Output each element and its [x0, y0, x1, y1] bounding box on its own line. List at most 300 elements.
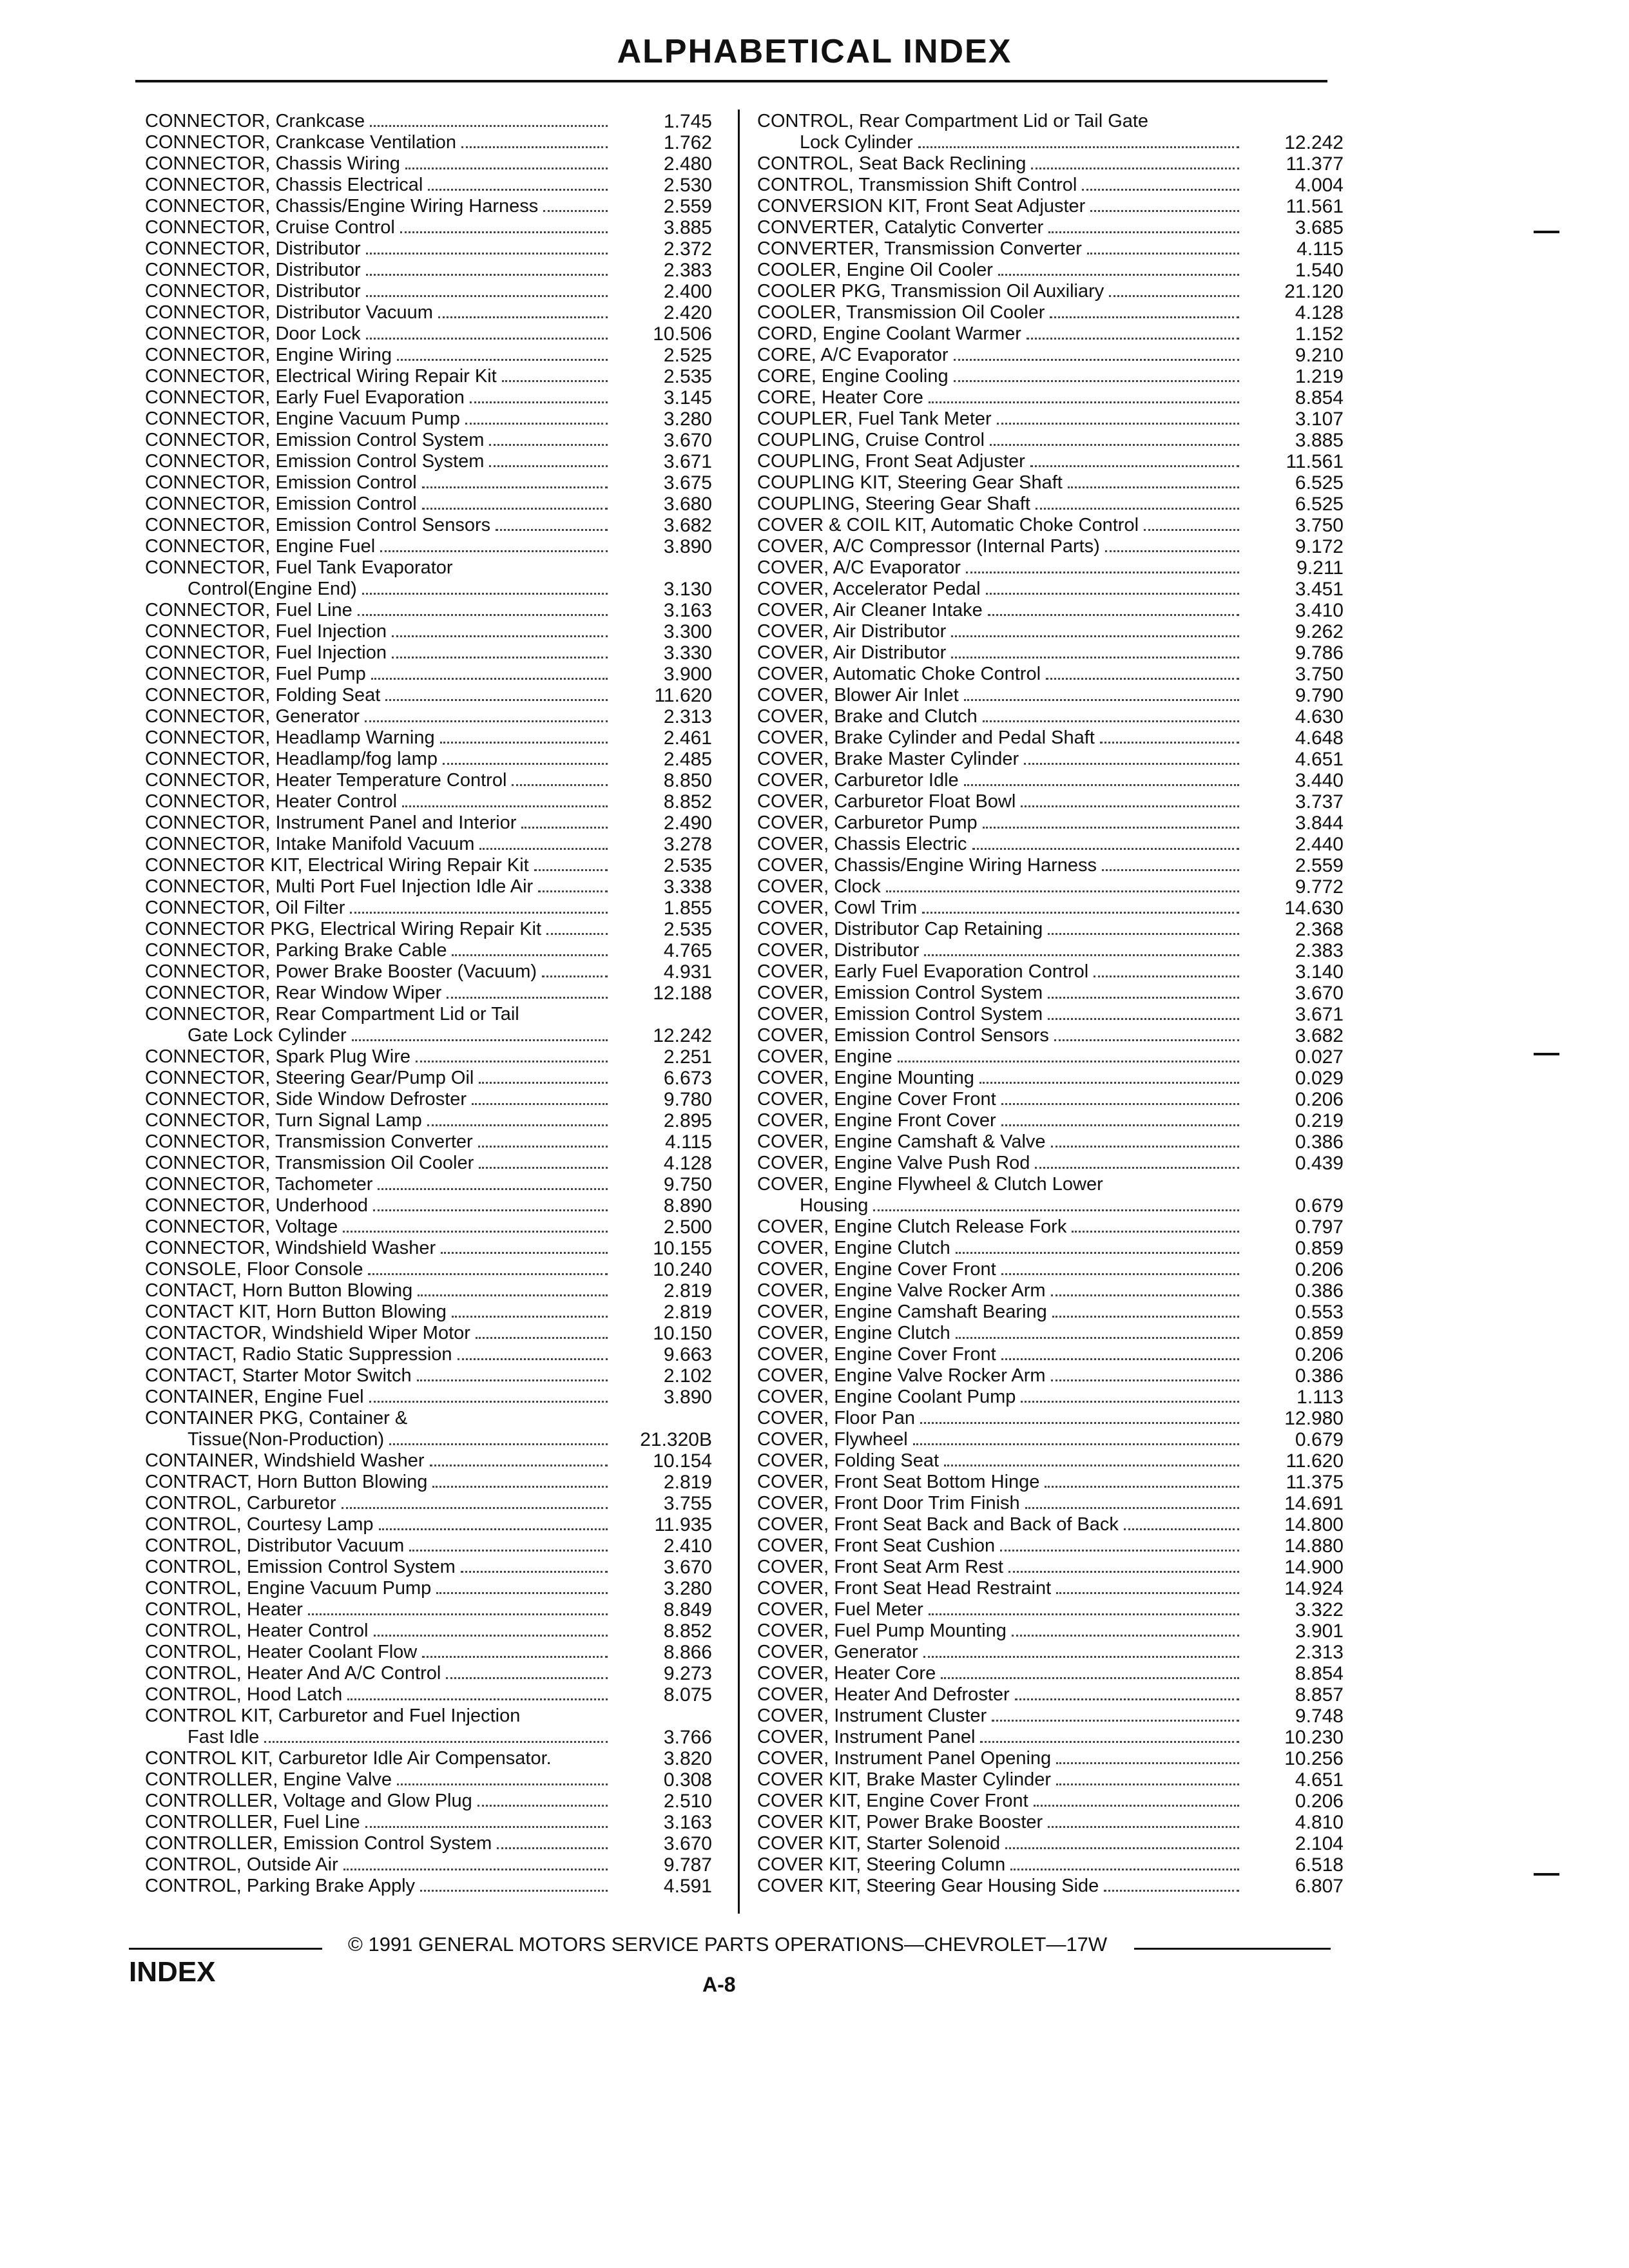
entry-page-number: 3.670: [663, 1557, 712, 1578]
index-entry: [145, 898, 712, 919]
entry-page-number: 1.219: [1295, 366, 1344, 387]
entry-name: CONTROL, Heater Control: [145, 1620, 369, 1641]
entry-page-number: 2.313: [663, 706, 712, 727]
entry-name: CONNECTOR, Fuel Pump: [145, 664, 366, 684]
index-entry: [757, 1365, 1344, 1387]
dot-leader: [366, 253, 608, 255]
entry-name: CONNECTOR, Distributor: [145, 281, 361, 302]
index-entry: [757, 706, 1344, 727]
index-entry: [145, 1046, 712, 1068]
entry-page-number: 0.797: [1295, 1216, 1344, 1238]
entry-name: COVER, Cowl Trim: [757, 898, 918, 918]
dot-leader: [497, 1847, 608, 1849]
entry-page-number: 4.004: [1295, 175, 1344, 196]
entry-name: CONNECTOR, Early Fuel Evaporation: [145, 387, 465, 408]
dot-leader: [389, 1443, 608, 1445]
dot-leader: [264, 1741, 608, 1743]
entry-name: COVER, Brake and Clutch: [757, 706, 978, 727]
page-title: ALPHABETICAL INDEX: [617, 33, 1012, 70]
dot-leader: [422, 1656, 608, 1658]
entry-name: CONNECTOR, Voltage: [145, 1216, 338, 1237]
entry-page-number: 11.935: [654, 1514, 712, 1535]
dot-leader: [1045, 1486, 1239, 1488]
index-entry: [145, 494, 712, 515]
entry-name: COVER, Flywheel: [757, 1429, 908, 1450]
dot-leader: [1008, 1571, 1239, 1573]
dot-leader: [1102, 869, 1239, 871]
index-entry: [757, 812, 1344, 834]
index-entry: [145, 1068, 712, 1089]
entry-name: CONTROL, Distributor Vacuum: [145, 1535, 405, 1556]
entry-page-number: 2.420: [663, 302, 712, 323]
entry-page-number: 6.525: [1295, 494, 1344, 515]
entry-page-number: 3.890: [663, 1387, 712, 1408]
entry-page-number: 3.278: [663, 834, 712, 855]
index-entry: [145, 642, 712, 664]
index-entry: [757, 749, 1344, 770]
dot-leader: [447, 997, 608, 999]
entry-page-number: 3.682: [1295, 1025, 1344, 1046]
dot-leader: [479, 1167, 608, 1169]
index-entry: [145, 1791, 712, 1812]
entry-page-number: 8.857: [1295, 1684, 1344, 1706]
entry-name: COUPLING, Steering Gear Shaft: [757, 494, 1030, 514]
entry-name: CONNECTOR, Fuel Line: [145, 600, 352, 620]
entry-name: COVER, Chassis Electric: [757, 834, 967, 854]
entry-page-number: 3.670: [663, 1833, 712, 1854]
entry-name: COVER, Front Seat Head Restraint: [757, 1578, 1052, 1599]
entry-name: COVER KIT, Steering Column: [757, 1854, 1006, 1875]
entry-page-number: 3.766: [663, 1727, 712, 1748]
index-entry: [145, 1599, 712, 1620]
entry-page-number: 8.854: [1295, 1663, 1344, 1684]
entry-page-number: 12.188: [653, 983, 712, 1004]
entry-page-number: 10.230: [1284, 1727, 1344, 1748]
entry-name: CONNECTOR, Rear Window Wiper: [145, 983, 442, 1003]
entry-name: COVER, Instrument Cluster: [757, 1706, 987, 1726]
dot-leader: [458, 1358, 608, 1360]
index-entry: [145, 983, 712, 1004]
entry-page-number: 0.859: [1295, 1323, 1344, 1344]
dot-leader: [1056, 1762, 1239, 1764]
dot-leader: [1012, 1635, 1239, 1637]
index-entry: [757, 451, 1344, 472]
entry-name: CONNECTOR, Transmission Oil Cooler: [145, 1153, 474, 1173]
entry-page-number: 2.368: [1295, 919, 1344, 940]
dot-leader: [1030, 465, 1239, 467]
page-number: A-8: [702, 1973, 736, 1996]
entry-page-number: 4.931: [663, 961, 712, 983]
dot-leader: [1001, 1273, 1239, 1275]
dot-leader: [1048, 933, 1239, 935]
entry-name: CORD, Engine Coolant Warmer: [757, 323, 1021, 344]
dot-leader: [964, 699, 1239, 701]
entry-name: CONTROL, Engine Vacuum Pump: [145, 1578, 432, 1599]
index-entry: [757, 1493, 1344, 1514]
entry-name: COVER, Chassis/Engine Wiring Harness: [757, 855, 1097, 876]
dot-leader: [1001, 1124, 1239, 1126]
entry-name: CONNECTOR, Chassis Electrical: [145, 175, 423, 195]
entry-page-number: 9.273: [663, 1663, 712, 1684]
dot-leader: [922, 912, 1239, 914]
entry-name: CONNECTOR, Distributor: [145, 260, 361, 280]
entry-name: COVER, Blower Air Inlet: [757, 685, 959, 706]
entry-page-number: 3.820: [663, 1748, 712, 1769]
index-entry: [757, 472, 1344, 494]
dot-leader: [1001, 1358, 1239, 1360]
index-entry: [757, 281, 1344, 302]
margin-mark: [1534, 1053, 1559, 1055]
entry-page-number: 3.885: [1295, 430, 1344, 451]
index-entry: [757, 727, 1344, 749]
entry-name: CONNECTOR, Emission Control System: [145, 451, 485, 472]
entry-name: COVER, A/C Evaporator: [757, 557, 961, 578]
entry-page-number: 2.400: [663, 281, 712, 302]
entry-name: COVER, Engine Clutch: [757, 1323, 950, 1343]
entry-name: COVER, Front Door Trim Finish: [757, 1493, 1020, 1514]
entry-page-number: 9.790: [1295, 685, 1344, 706]
index-entry: [757, 260, 1344, 281]
index-entry: [757, 1748, 1344, 1769]
index-entry: [757, 621, 1344, 642]
index-entry: [145, 323, 712, 345]
entry-name: CONTROL, Rear Compartment Lid or Tail Gate: [757, 111, 1149, 131]
index-entry: [757, 876, 1344, 898]
index-entry: [145, 834, 712, 855]
dot-leader: [385, 699, 608, 701]
dot-leader: [358, 614, 608, 616]
dot-leader: [369, 1401, 608, 1403]
dot-leader: [342, 1507, 608, 1509]
entry-page-number: 3.107: [1295, 408, 1344, 430]
index-entry: [757, 1599, 1344, 1620]
index-entry: [145, 1812, 712, 1833]
entry-page-number: 11.561: [1286, 451, 1344, 472]
margin-mark: [1534, 231, 1559, 233]
entry-name: CONNECTOR, Crankcase Ventilation: [145, 132, 456, 153]
index-entry: [757, 1174, 1344, 1195]
index-entry: [757, 983, 1344, 1004]
dot-leader: [951, 657, 1239, 658]
entry-page-number: 2.530: [663, 175, 712, 196]
dot-leader: [470, 401, 608, 403]
index-entry: [757, 323, 1344, 345]
entry-name: CONNECTOR, Generator: [145, 706, 360, 727]
dot-leader: [1056, 1783, 1239, 1785]
index-entry: [145, 1408, 712, 1429]
index-entry: [145, 1642, 712, 1663]
dot-leader: [461, 1571, 608, 1573]
entry-name: COVER KIT, Starter Solenoid: [757, 1833, 1001, 1854]
entry-page-number: 11.620: [1286, 1450, 1344, 1472]
entry-name: CONNECTOR, Emission Control: [145, 494, 417, 514]
entry-page-number: 8.890: [663, 1195, 712, 1216]
entry-name: CONNECTOR PKG, Electrical Wiring Repair Kit: [145, 919, 542, 939]
dot-leader: [1021, 805, 1239, 807]
entry-name: CONTROL, Hood Latch: [145, 1684, 343, 1705]
entry-name: CONNECTOR, Emission Control System: [145, 430, 485, 450]
entry-name: COVER, Folding Seat: [757, 1450, 940, 1471]
entry-page-number: 3.671: [663, 451, 712, 472]
entry-name: CORE, Heater Core: [757, 387, 923, 408]
dot-leader: [886, 890, 1239, 892]
dot-leader: [476, 1337, 608, 1339]
dot-leader: [308, 1613, 608, 1615]
dot-leader: [873, 1209, 1239, 1211]
index-entry: [757, 387, 1344, 408]
dot-leader: [1144, 529, 1239, 531]
entry-name: CONNECTOR, Heater Temperature Control: [145, 770, 507, 791]
left-index-column: [145, 111, 712, 1897]
entry-page-number: 9.211: [1296, 557, 1344, 579]
entry-page-number: 0.386: [1295, 1365, 1344, 1387]
footer-rule: [129, 1948, 322, 1950]
dot-leader: [924, 954, 1239, 956]
dot-leader: [366, 295, 608, 297]
entry-name: CONTROL, Seat Back Reclining: [757, 153, 1027, 174]
entry-name: COOLER, Engine Oil Cooler: [757, 260, 993, 280]
entry-name: COVER, Heater Core: [757, 1663, 936, 1684]
entry-name: CONTROL KIT, Carburetor and Fuel Injection: [145, 1706, 521, 1726]
index-entry: [757, 1408, 1344, 1429]
index-entry: [757, 1004, 1344, 1025]
dot-leader: [380, 550, 608, 552]
index-entry: [145, 1302, 712, 1323]
dot-leader: [347, 1698, 608, 1700]
dot-leader: [428, 189, 608, 191]
index-entry: [757, 1302, 1344, 1323]
index-entry: [757, 600, 1344, 621]
index-entry: [757, 791, 1344, 812]
dot-leader: [1087, 253, 1239, 255]
index-entry: [145, 1344, 712, 1365]
entry-page-number: 3.737: [1295, 791, 1344, 812]
entry-name: COOLER, Transmission Oil Cooler: [757, 302, 1045, 323]
entry-page-number: 9.262: [1295, 621, 1344, 642]
dot-leader: [368, 1273, 608, 1275]
index-entry: [145, 238, 712, 260]
entry-name: CONNECTOR, Emission Control Sensors: [145, 515, 491, 535]
dot-leader: [446, 1677, 608, 1679]
index-entry: [757, 238, 1344, 260]
entry-name: Fast Idle: [188, 1727, 260, 1747]
entry-page-number: 10.150: [653, 1323, 712, 1344]
entry-name: COVER, Brake Cylinder and Pedal Shaft: [757, 727, 1095, 748]
entry-page-number: 4.648: [1295, 727, 1344, 749]
dot-leader: [1000, 1550, 1239, 1552]
dot-leader: [951, 635, 1239, 637]
index-entry: [757, 1450, 1344, 1472]
index-entry: [757, 1344, 1344, 1365]
entry-page-number: 0.553: [1295, 1302, 1344, 1323]
entry-name: COVER, Automatic Choke Control: [757, 664, 1041, 684]
entry-page-number: 10.506: [653, 323, 712, 345]
right-index-column: [757, 111, 1344, 1897]
index-entry: [145, 1429, 712, 1450]
index-entry: [145, 345, 712, 366]
entry-page-number: 0.859: [1295, 1238, 1344, 1259]
index-entry: [757, 1323, 1344, 1344]
dot-leader: [954, 380, 1239, 382]
entry-name: COVER, Emission Control System: [757, 983, 1043, 1003]
entry-name: CONNECTOR, Intake Manifold Vacuum: [145, 834, 475, 854]
entry-page-number: 14.880: [1284, 1535, 1344, 1557]
index-entry: [145, 1131, 712, 1153]
entry-name: CONNECTOR, Turn Signal Lamp: [145, 1110, 422, 1131]
dot-leader: [954, 359, 1239, 361]
index-entry: [145, 727, 712, 749]
entry-name: CONTACT, Radio Static Suppression: [145, 1344, 452, 1365]
entry-page-number: 3.330: [663, 642, 712, 664]
index-entry: [757, 770, 1344, 791]
entry-name: COVER, Floor Pan: [757, 1408, 915, 1428]
dot-leader: [1052, 1316, 1239, 1318]
entry-name: CONNECTOR, Spark Plug Wire: [145, 1046, 410, 1067]
index-entry: [145, 791, 712, 812]
entry-name: CONTROLLER, Voltage and Glow Plug: [145, 1791, 472, 1811]
entry-page-number: 4.115: [665, 1131, 712, 1153]
index-entry: [145, 1280, 712, 1302]
entry-name: CONNECTOR, Fuel Injection: [145, 621, 387, 642]
index-entry: [757, 132, 1344, 153]
entry-page-number: 4.651: [1295, 1769, 1344, 1791]
entry-name: CONVERTER, Transmission Converter: [757, 238, 1082, 259]
dot-leader: [980, 1741, 1239, 1743]
index-entry: [757, 1642, 1344, 1663]
entry-page-number: 3.755: [663, 1493, 712, 1514]
entry-name: COVER, Heater And Defroster: [757, 1684, 1010, 1705]
entry-page-number: 2.383: [1295, 940, 1344, 961]
index-entry: [757, 1153, 1344, 1174]
entry-page-number: 9.750: [663, 1174, 712, 1195]
dot-leader: [1051, 1146, 1239, 1148]
entry-page-number: 11.620: [654, 685, 712, 706]
entry-name: CONTROL KIT, Carburetor Idle Air Compensator.: [145, 1748, 552, 1769]
entry-page-number: 1.855: [663, 898, 712, 919]
index-entry: [757, 579, 1344, 600]
index-entry: [145, 1748, 712, 1769]
index-entry: [757, 1216, 1344, 1238]
entry-page-number: 0.206: [1295, 1344, 1344, 1365]
entry-name: CONNECTOR, Headlamp Warning: [145, 727, 435, 748]
entry-page-number: 0.029: [1295, 1068, 1344, 1089]
entry-name: CONNECTOR, Chassis Wiring: [145, 153, 400, 174]
entry-page-number: 9.172: [1295, 536, 1344, 557]
entry-page-number: 0.679: [1295, 1195, 1344, 1216]
index-entry: [757, 664, 1344, 685]
index-entry: [145, 1450, 712, 1472]
dot-leader: [972, 848, 1239, 850]
index-entry: [757, 1876, 1344, 1897]
entry-page-number: 3.163: [663, 1812, 712, 1833]
dot-leader: [997, 423, 1239, 425]
entry-page-number: 2.819: [663, 1302, 712, 1323]
index-entry: [757, 1472, 1344, 1493]
entry-page-number: 0.206: [1295, 1259, 1344, 1280]
index-entry: [145, 1727, 712, 1748]
entry-name: CONVERSION KIT, Front Seat Adjuster: [757, 196, 1086, 216]
entry-name: CONNECTOR, Rear Compartment Lid or Tail: [145, 1004, 519, 1024]
entry-page-number: 3.670: [1295, 983, 1344, 1004]
entry-page-number: 12.242: [1284, 132, 1344, 153]
dot-leader: [1068, 486, 1239, 488]
entry-page-number: 9.786: [1295, 642, 1344, 664]
entry-page-number: 4.810: [1295, 1812, 1344, 1833]
index-entry: [757, 1131, 1344, 1153]
entry-name: CONTRACT, Horn Button Blowing: [145, 1472, 428, 1492]
entry-page-number: 11.377: [1286, 153, 1344, 175]
dot-leader: [1027, 338, 1239, 340]
entry-page-number: 11.375: [1286, 1472, 1344, 1493]
index-entry: [145, 132, 712, 153]
entry-name: COVER & COIL KIT, Automatic Choke Control: [757, 515, 1139, 535]
entry-page-number: 14.900: [1284, 1557, 1344, 1578]
index-entry: [145, 451, 712, 472]
index-entry: [757, 1110, 1344, 1131]
entry-page-number: 0.219: [1295, 1110, 1344, 1131]
entry-page-number: 3.322: [1295, 1599, 1344, 1620]
index-entry: [145, 515, 712, 536]
index-entry: [757, 175, 1344, 196]
dot-leader: [983, 720, 1239, 722]
entry-name: Tissue(Non-Production): [188, 1429, 385, 1450]
entry-page-number: 3.280: [663, 1578, 712, 1599]
dot-leader: [1025, 1507, 1239, 1509]
dot-leader: [546, 933, 608, 935]
entry-name: Housing: [800, 1195, 869, 1216]
entry-name: COVER, Engine Valve Push Rod: [757, 1153, 1030, 1173]
index-entry: [145, 1769, 712, 1791]
entry-page-number: 3.410: [1295, 600, 1344, 621]
entry-name: COVER, Engine Front Cover: [757, 1110, 996, 1131]
entry-page-number: 1.540: [1295, 260, 1344, 281]
index-entry: [145, 1535, 712, 1557]
footer-rule: [1134, 1948, 1331, 1950]
index-entry: [757, 1089, 1344, 1110]
entry-page-number: 3.675: [663, 472, 712, 494]
entry-name: COOLER PKG, Transmission Oil Auxiliary: [757, 281, 1104, 302]
dot-leader: [1090, 210, 1239, 212]
dot-leader: [422, 508, 608, 510]
dot-leader: [452, 1316, 608, 1318]
index-entry: [145, 749, 712, 770]
index-entry: [757, 1068, 1344, 1089]
index-entry: [757, 217, 1344, 238]
index-entry: [145, 1323, 712, 1344]
index-entry: [145, 685, 712, 706]
entry-name: CONTROL, Carburetor: [145, 1493, 336, 1514]
index-entry: [757, 345, 1344, 366]
entry-name: COVER, Front Seat Arm Rest: [757, 1557, 1003, 1577]
entry-page-number: 3.163: [663, 600, 712, 621]
entry-name: CONNECTOR, Engine Vacuum Pump: [145, 408, 460, 429]
entry-page-number: 12.242: [653, 1025, 712, 1046]
dot-leader: [405, 168, 608, 169]
dot-leader: [986, 593, 1239, 595]
entry-name: COVER, Emission Control Sensors: [757, 1025, 1049, 1046]
index-entry: [757, 1025, 1344, 1046]
index-entry: [757, 919, 1344, 940]
entry-page-number: 1.762: [663, 132, 712, 153]
entry-name: CONNECTOR, Cruise Control: [145, 217, 395, 238]
dot-leader: [397, 359, 608, 361]
entry-name: CONTROL, Emission Control System: [145, 1557, 456, 1577]
index-entry: [145, 600, 712, 621]
index-entry: [757, 1769, 1344, 1791]
dot-leader: [432, 1486, 608, 1488]
index-entry: [757, 1791, 1344, 1812]
dot-leader: [1050, 316, 1239, 318]
